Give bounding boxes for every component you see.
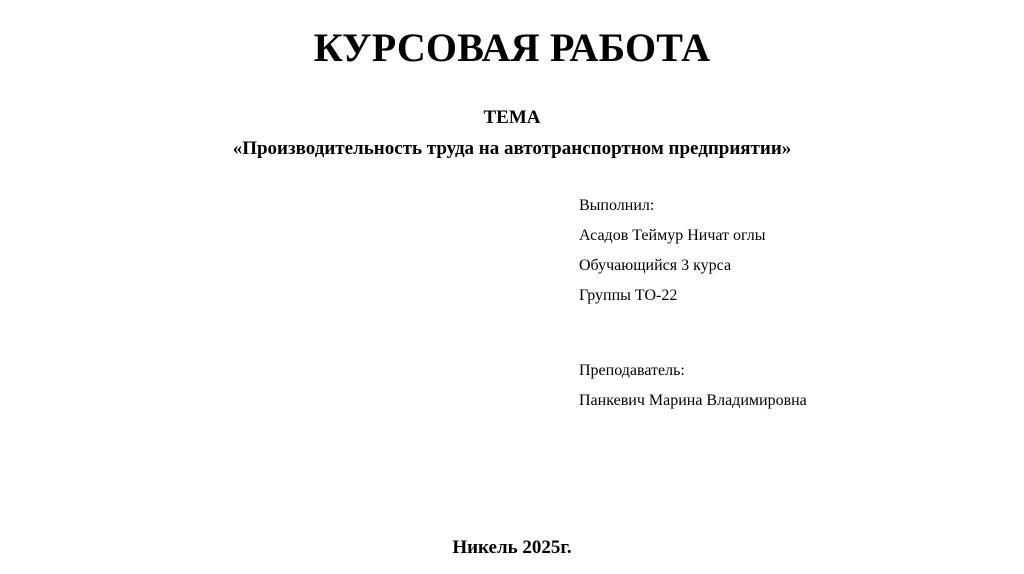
topic-text: «Производительность труда на автотранспортном предприятии» bbox=[232, 138, 792, 159]
teacher-name: Панкевич Марина Владимировна bbox=[579, 392, 807, 409]
teacher-label: Преподаватель: bbox=[579, 362, 685, 379]
topic-label: ТЕМА bbox=[483, 107, 541, 128]
performer-course: Обучающийся 3 курса bbox=[579, 257, 732, 274]
document-title: КУРСОВАЯ РАБОТА bbox=[313, 25, 711, 70]
place-year: Никель 2025г. bbox=[452, 537, 572, 558]
performer-group: Группы ТО-22 bbox=[579, 287, 678, 304]
performer-name: Асадов Теймур Ничат оглы bbox=[579, 227, 766, 244]
performer-label: Выполнил: bbox=[579, 197, 655, 214]
author-info-block bbox=[579, 196, 999, 411]
